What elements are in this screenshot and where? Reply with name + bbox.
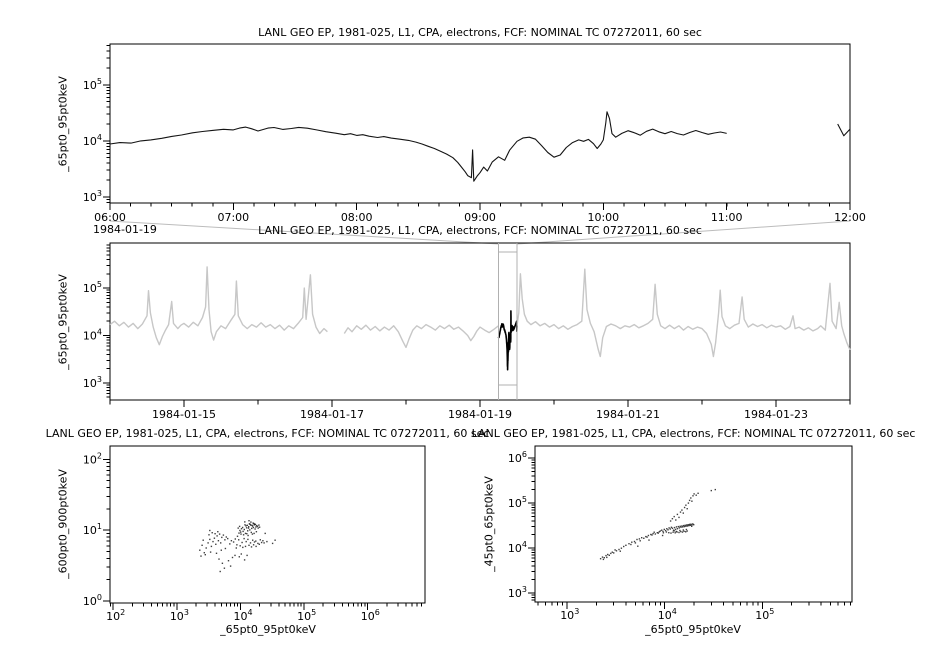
panel3-plot-area[interactable] xyxy=(83,446,425,623)
highlight-series-line xyxy=(499,311,518,370)
y-tick-label: $10^4$ xyxy=(82,132,102,148)
x-tick-label: $10^5$ xyxy=(297,608,317,623)
panel3-xlabel: _65pt0_95pt0keV xyxy=(220,623,316,636)
x-tick-label: $10^3$ xyxy=(560,607,580,622)
date-tick-label: 1984-01-15 xyxy=(152,408,216,421)
context-series-line xyxy=(344,325,498,348)
date-tick-label: 1984-01-23 xyxy=(744,408,808,421)
panel1-frame xyxy=(110,44,850,203)
y-tick-label: $10^5$ xyxy=(82,76,102,92)
x-tick-label: $10^6$ xyxy=(360,608,380,623)
context-series-line xyxy=(517,269,850,356)
panel4-ylabel: _45pt0_65pt0keV xyxy=(482,476,496,572)
y-tick-label: $10^3$ xyxy=(507,585,527,601)
panel2-title-text: LANL GEO EP, 1981-025, L1, CPA, electrons, FCF: NOMINAL TC 07272011, 60 sec xyxy=(258,224,702,237)
panel3-title xyxy=(45,427,490,440)
y-tick-label: $10^5$ xyxy=(82,280,102,296)
date-tick-label: 1984-01-19 xyxy=(448,408,512,421)
x-tick-label: $10^5$ xyxy=(755,607,775,622)
y-tick-label: $10^4$ xyxy=(82,327,102,343)
panel1-title-text: LANL GEO EP, 1981-025, L1, CPA, electrons, FCF: NOMINAL TC 07272011, 60 sec xyxy=(258,26,702,39)
panel3-frame xyxy=(110,446,425,603)
date-sublabel: 1984-01-19 xyxy=(93,223,157,236)
panel1-title xyxy=(110,26,850,39)
y-tick-label: $10^3$ xyxy=(82,374,102,390)
panel3-title-text: LANL GEO EP, 1981-025, L1, CPA, electrons, FCF: NOMINAL TC 07272011, 60 sec xyxy=(45,427,490,440)
time-tick-label: 08:00 xyxy=(340,211,373,224)
panel4-title xyxy=(471,427,916,440)
panel2-title xyxy=(110,224,850,237)
panel3-ylabel: _600pt0_900pt0keV xyxy=(56,469,70,579)
date-tick-label: 1984-01-21 xyxy=(596,408,660,421)
y-tick-label: $10^5$ xyxy=(507,495,527,511)
x-tick-label: $10^3$ xyxy=(169,608,189,623)
panel2-ylabel: _65pt0_95pt0keV xyxy=(56,274,70,370)
y-tick-label: $10^1$ xyxy=(82,522,102,538)
x-tick-label: $10^4$ xyxy=(233,608,253,623)
time-tick-label: 07:00 xyxy=(217,211,250,224)
y-tick-label: $10^4$ xyxy=(507,540,527,556)
time-tick-label: 06:00 xyxy=(94,211,126,224)
zoom-box[interactable] xyxy=(499,243,518,400)
panel1-ylabel: _65pt0_95pt0keV xyxy=(56,76,70,172)
x-tick-label: $10^2$ xyxy=(106,608,126,623)
panel4-xlabel: _65pt0_95pt0keV xyxy=(645,623,741,636)
x-tick-label: $10^4$ xyxy=(657,607,677,622)
scatter-points xyxy=(600,489,716,560)
time-tick-label: 10:00 xyxy=(587,211,620,224)
time-tick-label: 11:00 xyxy=(710,211,743,224)
panel4-plot-area[interactable] xyxy=(508,446,852,622)
zoomed-series-line xyxy=(110,112,727,181)
y-tick-label: $10^2$ xyxy=(82,451,102,467)
date-tick-label: 1984-01-17 xyxy=(300,408,364,421)
panel4-title-text: LANL GEO EP, 1981-025, L1, CPA, electrons, FCF: NOMINAL TC 07272011, 60 sec xyxy=(471,427,916,440)
y-tick-label: $10^3$ xyxy=(82,188,102,204)
y-tick-label: $10^6$ xyxy=(507,450,527,466)
time-tick-label: 12:00 xyxy=(834,211,866,224)
panel1-plot-area[interactable] xyxy=(83,44,866,224)
panel2-plot-area[interactable] xyxy=(83,243,850,421)
scatter-points xyxy=(199,520,276,572)
y-tick-label: $10^0$ xyxy=(82,592,102,608)
time-tick-label: 09:00 xyxy=(464,211,496,224)
context-series-line xyxy=(110,267,327,345)
zoomed-series-line xyxy=(838,124,850,136)
